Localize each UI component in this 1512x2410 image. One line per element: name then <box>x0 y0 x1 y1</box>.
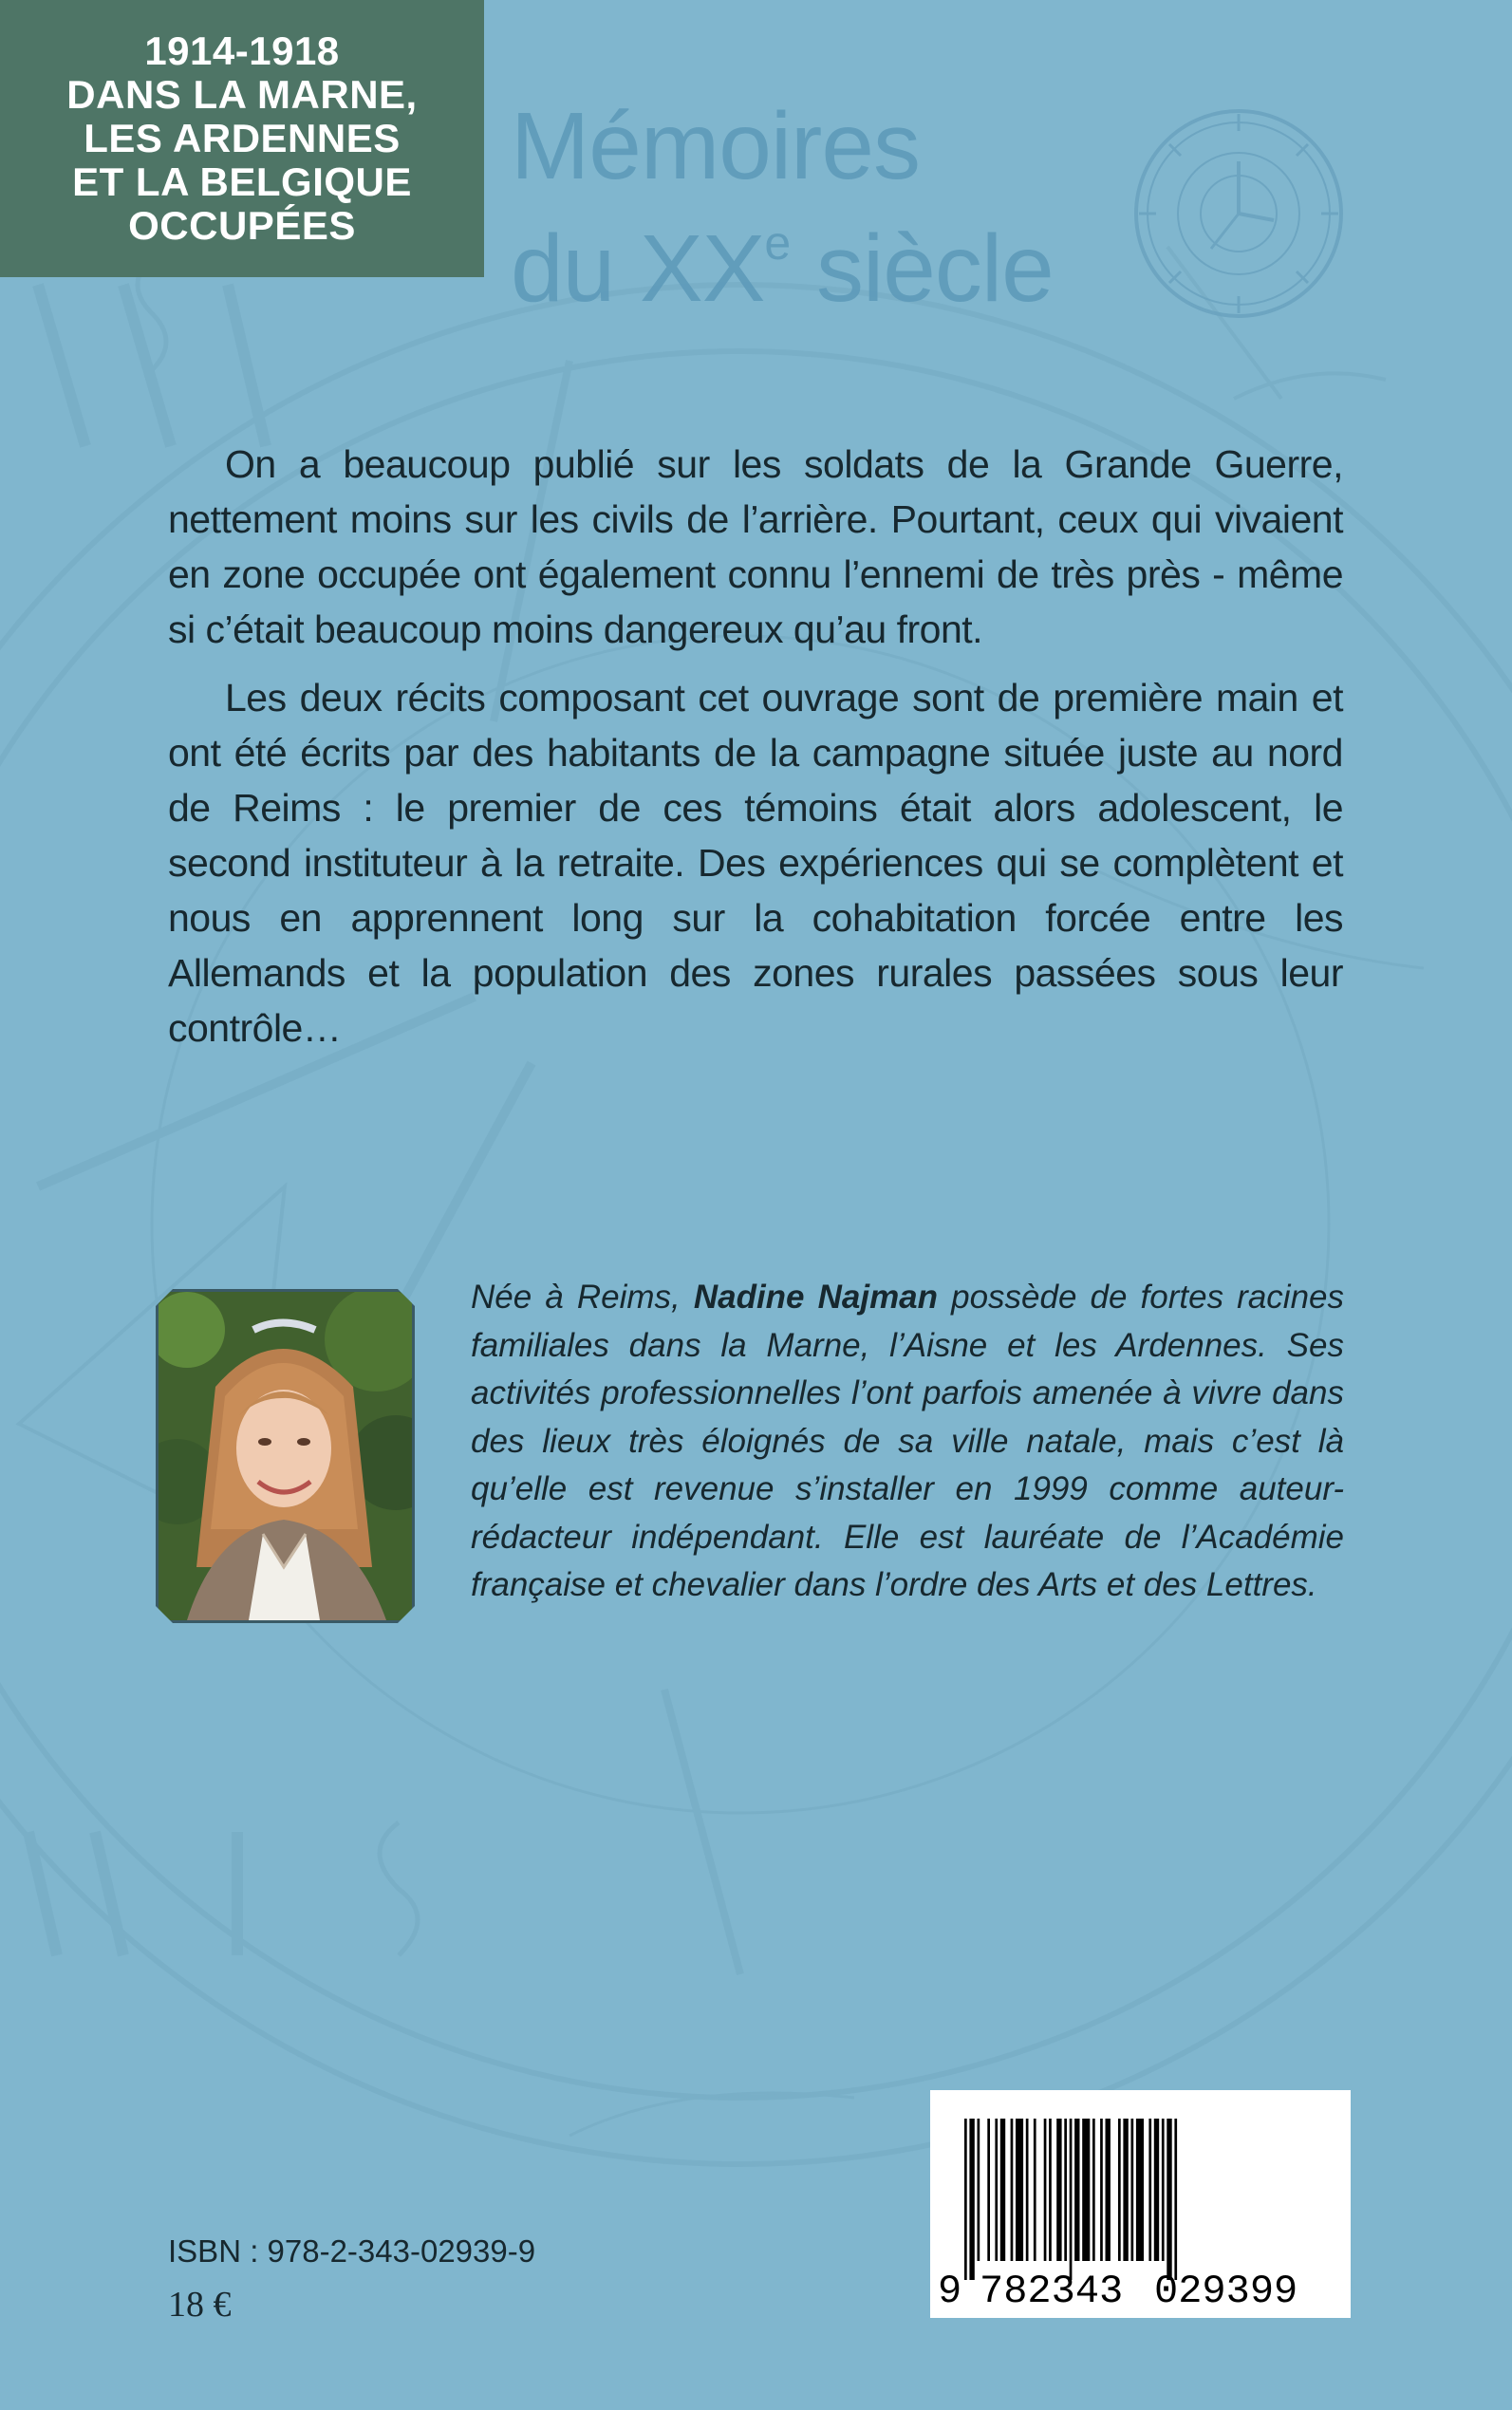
author-photo <box>156 1289 415 1623</box>
barcode-bar <box>1148 2119 1151 2261</box>
barcode-bar <box>1026 2119 1029 2261</box>
barcode-bar <box>1123 2119 1128 2261</box>
collection-superscript: e <box>764 216 792 270</box>
barcode-bar <box>1056 2119 1061 2261</box>
barcode-bar <box>1064 2119 1067 2261</box>
book-title-box <box>0 0 484 277</box>
barcode-group-1: 782343 <box>980 2269 1124 2314</box>
barcode-bar <box>1049 2119 1052 2261</box>
author-bio-intro: Née à Reims, <box>471 1279 694 1316</box>
title-line: OCCUPÉES <box>128 203 356 248</box>
title-line: LES ARDENNES <box>84 116 401 160</box>
barcode-bar <box>1118 2119 1121 2261</box>
author-bio-text: possède de fortes racines familiales dans la Marne, l’Aisne et les Ardennes. Ses activités professionnelles l’ont parfois amenée à vivre dans des lieux très éloignés de sa ville natale, mais c’est là qu’elle est revenue s’installer en 1999 comme auteur-rédacteur indépendant. Elle est lauréate de l’Académie française et chevalier dans l’ordre des Arts et des Lettres. <box>471 1279 1344 1603</box>
barcode-bar <box>1044 2119 1047 2261</box>
title-line: 1914-1918 <box>144 28 340 73</box>
barcode-bar <box>1131 2119 1134 2261</box>
title-line: DANS LA MARNE, <box>66 72 418 117</box>
barcode-bar <box>1034 2119 1036 2261</box>
collection-name-line1: Mémoires <box>511 93 920 199</box>
barcode-bar <box>1016 2119 1023 2261</box>
collection-suffix: siècle <box>791 215 1054 322</box>
title-line: ET LA BELGIQUE <box>72 159 412 204</box>
isbn: ISBN : 978-2-343-02939-9 <box>168 2233 536 2269</box>
blurb-paragraph: Les deux récits composant cet ouvrage sont de première main et ont été écrits par des habitants de la campagne située juste au nord de Reims : le premier de ces témoins était alors adolescent, le second instituteur à la retraite. Des expériences qui se complètent et nous en apprennent long sur la cohabitation forcée entre les Allemands et la population des zones rurales passées sous leur contrôle… <box>168 676 1343 1050</box>
price: 18 € <box>168 2285 232 2325</box>
barcode-bar <box>1011 2119 1014 2261</box>
collection-name-line2 <box>511 194 1054 322</box>
barcode-group-2: 029399 <box>1154 2269 1298 2314</box>
back-cover-blurb <box>168 437 1343 1069</box>
barcode-bar <box>1167 2119 1171 2280</box>
barcode-bar <box>987 2119 990 2261</box>
barcode <box>930 2090 1351 2318</box>
barcode-bar <box>1100 2119 1103 2261</box>
author-name: Nadine Najman <box>693 1279 939 1316</box>
barcode-bar <box>1070 2119 1073 2280</box>
barcode-bar <box>1092 2119 1095 2261</box>
barcode-bar <box>978 2119 980 2261</box>
collection-prefix: du XX <box>511 215 765 322</box>
clock-icon <box>1131 106 1346 321</box>
barcode-bar <box>1000 2119 1005 2261</box>
barcode-bar <box>1082 2119 1090 2261</box>
blurb-paragraph: On a beaucoup publié sur les soldats de la Grande Guerre, nettement moins sur les civils de l’arrière. Pourtant, ceux qui vivaient en zone occupée ont également connu l’ennemi de très près - même si c’était beaucoup moins dangereux qu’au front. <box>168 442 1343 651</box>
author-bio <box>471 1274 1344 1610</box>
barcode-bar <box>964 2119 967 2280</box>
barcode-graphic <box>930 2090 1351 2318</box>
barcode-bar <box>1074 2119 1079 2261</box>
barcode-bar <box>1174 2119 1177 2280</box>
barcode-bars <box>964 2119 1177 2280</box>
barcode-bar <box>1154 2119 1159 2261</box>
barcode-first-digit: 9 <box>938 2269 962 2314</box>
collection-name <box>511 93 1054 322</box>
barcode-bar <box>969 2119 974 2280</box>
barcode-bar <box>1136 2119 1144 2261</box>
barcode-bar <box>1162 2119 1165 2261</box>
barcode-bar <box>995 2119 998 2261</box>
barcode-bar <box>1106 2119 1111 2261</box>
